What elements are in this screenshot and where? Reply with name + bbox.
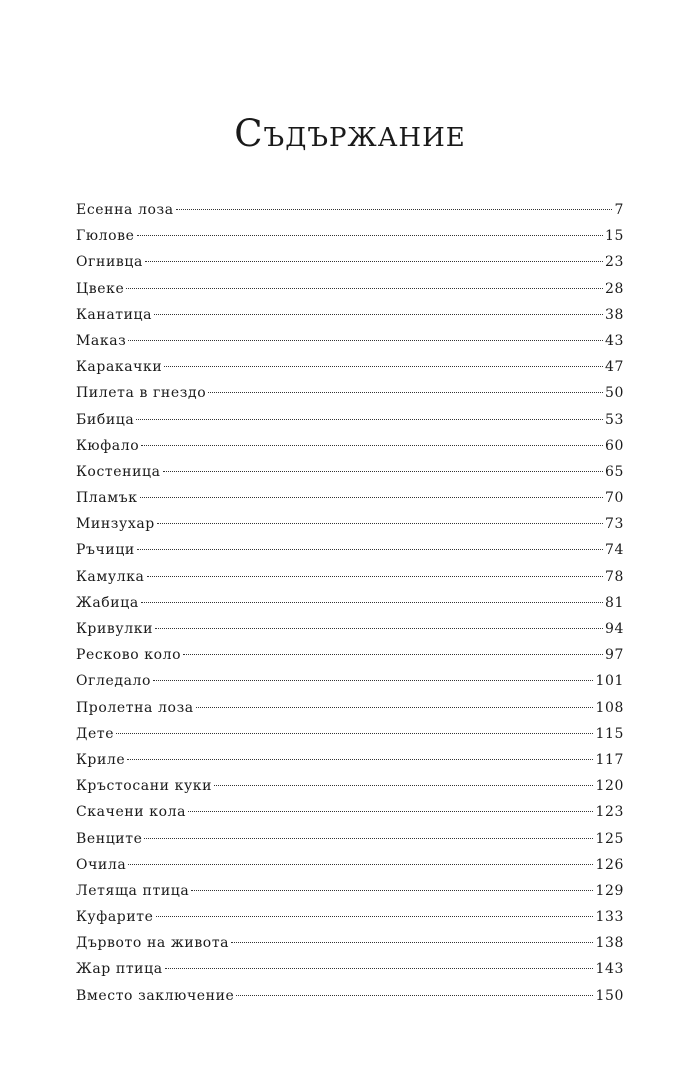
dot-leader (176, 209, 613, 210)
dot-leader (191, 890, 593, 891)
toc-entry-title: Есенна лоза (76, 202, 174, 218)
toc-entry-page-number: 117 (595, 751, 624, 768)
toc-entry-page-number: 115 (595, 725, 624, 742)
toc-entry-page-number: 47 (604, 359, 624, 376)
toc-entry (76, 983, 624, 1009)
toc-entry-title: Каракачки (76, 359, 163, 376)
toc-entry-page-number: 50 (604, 385, 624, 402)
toc-entry-title: Цвеке (76, 280, 125, 297)
toc-entry-page-number: 7 (614, 202, 624, 218)
toc-entry-title: Пламък (76, 490, 138, 507)
dot-leader (127, 759, 593, 760)
dot-leader (153, 680, 593, 681)
toc-entry-title: Канатица (76, 306, 153, 323)
toc-entry-page-number: 123 (595, 804, 624, 821)
dot-leader (183, 654, 603, 655)
toc-entry (76, 668, 624, 694)
dot-leader (154, 314, 603, 315)
toc-entry-page-number: 74 (604, 542, 624, 559)
toc-entry-title: Жар птица (76, 961, 163, 978)
table-of-contents (76, 197, 624, 1009)
toc-entry-page-number: 133 (595, 909, 624, 926)
toc-entry-title: Летяща птица (76, 882, 190, 899)
toc-entry (76, 459, 624, 485)
toc-entry (76, 956, 624, 982)
toc-entry (76, 302, 624, 328)
toc-entry-page-number: 28 (604, 280, 624, 297)
toc-entry-title: Пилета в гнездо (76, 385, 207, 402)
toc-entry-title: Огнивца (76, 254, 143, 271)
toc-entry-page-number: 108 (595, 699, 624, 716)
dot-leader (164, 366, 603, 367)
toc-entry-title: Венците (76, 830, 143, 847)
toc-entry-title: Кръстосани куки (76, 778, 213, 795)
page-title: Съдържание (234, 112, 466, 155)
toc-entry (76, 695, 624, 721)
dot-leader (145, 261, 603, 262)
toc-entry (76, 773, 624, 799)
dot-leader (165, 968, 594, 969)
toc-entry-page-number: 101 (595, 673, 624, 690)
dot-leader (157, 523, 603, 524)
dot-leader (128, 864, 593, 865)
toc-entry-page-number: 38 (604, 306, 624, 323)
toc-entry-page-number: 73 (604, 516, 624, 533)
toc-entry (76, 930, 624, 956)
dot-leader (116, 733, 593, 734)
toc-entry (76, 852, 624, 878)
toc-entry (76, 616, 624, 642)
toc-entry (76, 485, 624, 511)
dot-leader (155, 628, 603, 629)
dot-leader (147, 576, 603, 577)
toc-entry-title: Криле (76, 751, 126, 768)
toc-entry-title: Кривулки (76, 621, 154, 637)
toc-entry (76, 747, 624, 773)
toc-entry-title: Ръчици (76, 542, 135, 559)
dot-leader (128, 340, 603, 341)
toc-entry (76, 407, 624, 433)
toc-entry-page-number: 94 (604, 621, 624, 637)
toc-entry (76, 564, 624, 590)
toc-entry-title: Куфарите (76, 909, 154, 926)
toc-entry-title: Ресково коло (76, 647, 182, 664)
toc-entry-title: Огледало (76, 673, 152, 690)
toc-entry-page-number: 138 (595, 935, 624, 952)
toc-entry-page-number: 97 (604, 647, 624, 664)
dot-leader (144, 838, 593, 839)
toc-entry (76, 721, 624, 747)
toc-entry-title: Маказ (76, 332, 127, 349)
toc-entry-title: Бибица (76, 411, 135, 428)
toc-entry (76, 223, 624, 249)
toc-entry-page-number: 70 (604, 490, 624, 507)
toc-entry-page-number: 125 (595, 830, 624, 847)
toc-entry-page-number: 81 (604, 594, 624, 611)
dot-leader (231, 942, 593, 943)
toc-entry-title: Минзухар (76, 516, 155, 533)
dot-leader (188, 811, 593, 812)
toc-entry-page-number: 23 (604, 254, 624, 271)
dot-leader (126, 288, 603, 289)
toc-entry (76, 878, 624, 904)
toc-entry (76, 197, 624, 223)
toc-entry (76, 590, 624, 616)
dot-leader (141, 602, 603, 603)
toc-entry-title: Костеница (76, 463, 161, 480)
toc-entry-page-number: 53 (604, 411, 624, 428)
toc-entry-page-number: 78 (604, 568, 624, 585)
toc-entry-title: Кюфало (76, 437, 140, 454)
toc-entry (76, 433, 624, 459)
toc-entry-title: Вместо заключение (76, 987, 235, 1004)
toc-entry-title: Дете (76, 725, 115, 742)
toc-entry-page-number: 143 (595, 961, 624, 978)
toc-entry (76, 642, 624, 668)
toc-entry-title: Очила (76, 856, 127, 873)
toc-entry-page-number: 120 (595, 778, 624, 795)
dot-leader (140, 497, 603, 498)
toc-entry-page-number: 60 (604, 437, 624, 454)
dot-leader (163, 471, 603, 472)
toc-entry-page-number: 129 (595, 882, 624, 899)
toc-entry-title: Дървото на живота (76, 935, 230, 952)
toc-entry (76, 799, 624, 825)
toc-entry (76, 380, 624, 406)
toc-entry-page-number: 150 (595, 987, 624, 1004)
toc-entry-page-number: 126 (595, 856, 624, 873)
toc-entry (76, 904, 624, 930)
toc-entry-title: Скачени кола (76, 804, 187, 821)
toc-entry-page-number: 65 (604, 463, 624, 480)
dot-leader (137, 549, 603, 550)
toc-entry-title: Камулка (76, 568, 145, 585)
dot-leader (137, 235, 603, 236)
dot-leader (208, 392, 603, 393)
toc-entry-title: Пролетна лоза (76, 699, 194, 716)
toc-entry (76, 826, 624, 852)
dot-leader (214, 785, 593, 786)
dot-leader (141, 445, 603, 446)
dot-leader (196, 707, 594, 708)
toc-entry-title: Гюлове (76, 228, 135, 245)
toc-entry (76, 249, 624, 275)
toc-entry (76, 511, 624, 537)
toc-entry (76, 354, 624, 380)
toc-entry-page-number: 15 (604, 228, 624, 245)
toc-entry-page-number: 43 (604, 332, 624, 349)
toc-entry (76, 537, 624, 563)
dot-leader (136, 419, 603, 420)
dot-leader (236, 995, 593, 996)
toc-entry-title: Жабица (76, 594, 139, 611)
dot-leader (156, 916, 594, 917)
toc-entry (76, 328, 624, 354)
toc-entry (76, 276, 624, 302)
